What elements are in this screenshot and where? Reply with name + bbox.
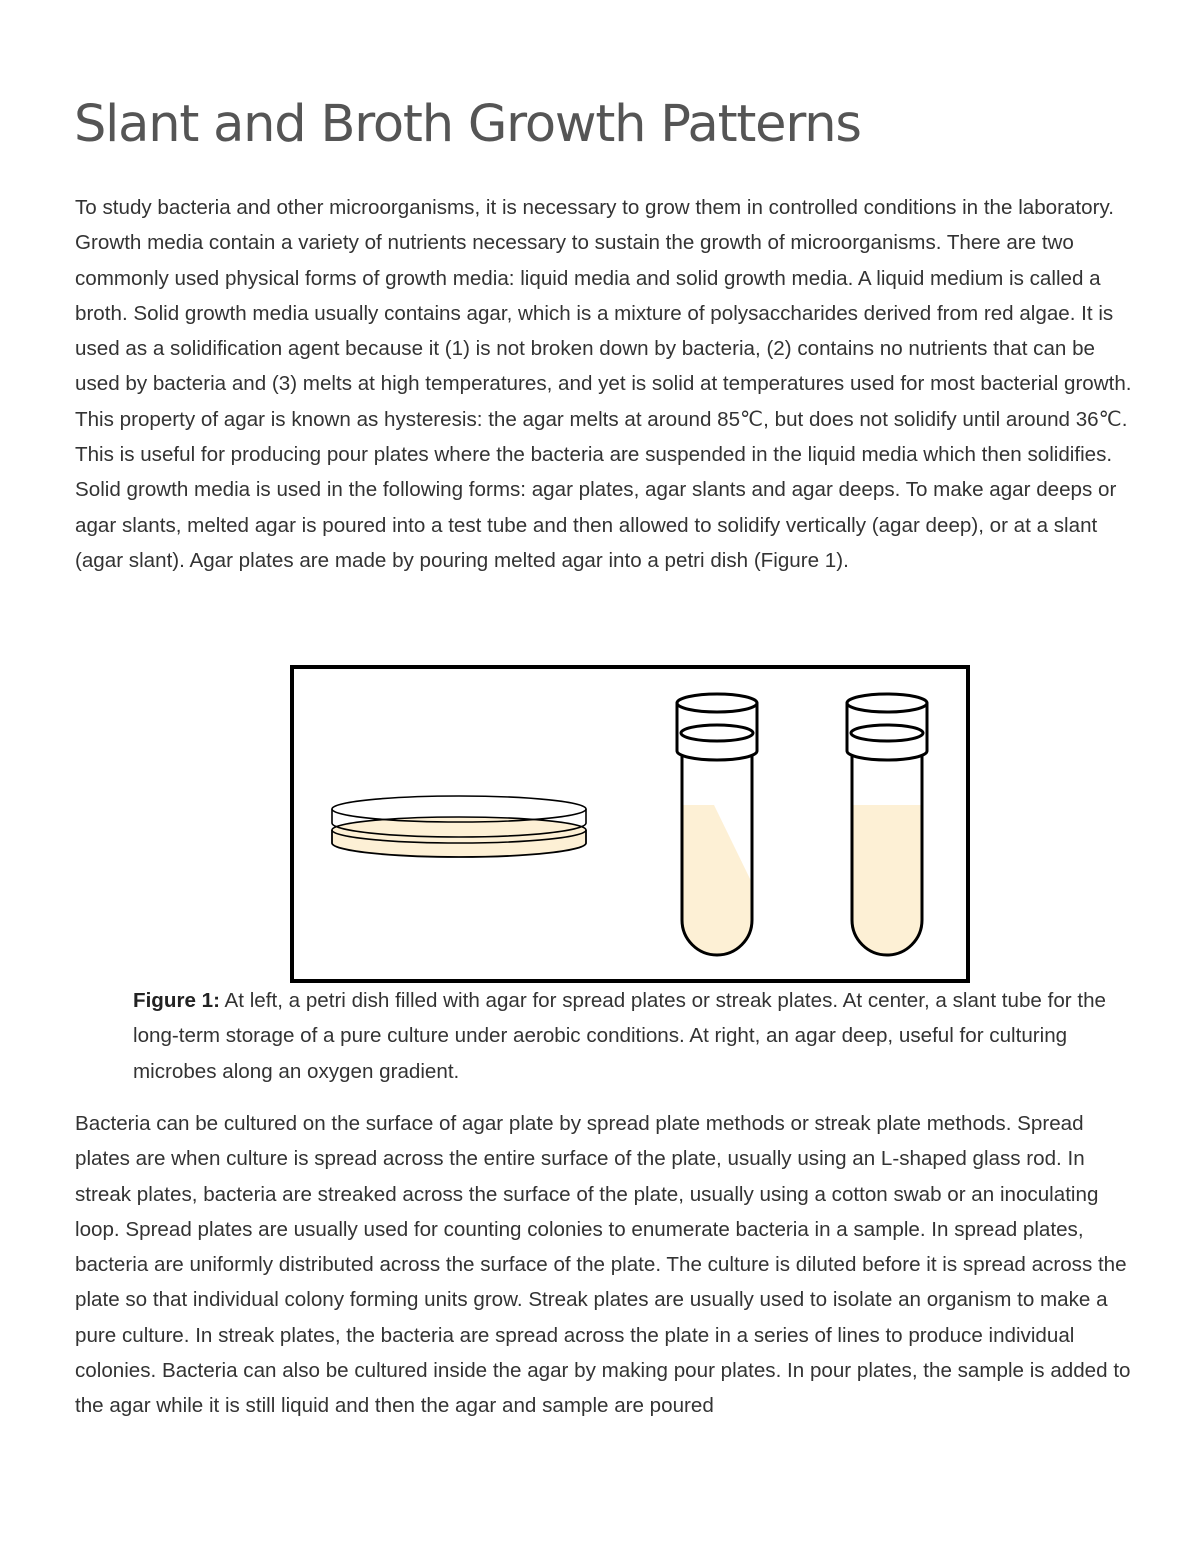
figure-caption-text: At left, a petri dish filled with agar for spread plates or streak plates. At center, a slant tube for the long-term storage of a pure culture under aerobic conditions. At right, an agar deep, useful for culturing microbes along an oxygen gradient.: [133, 989, 1106, 1083]
slant-tube-illustration: [677, 694, 757, 955]
agar-deep-illustration: [847, 694, 927, 955]
figure-1: [290, 665, 970, 983]
culture-methods-paragraph: Bacteria can be cultured on the surface of agar plate by spread plate methods or streak plate methods. Spread plates are when culture is spread across the entire surface of the plate, usually using an L-shaped glass rod. In streak plates, bacteria are streaked across the surface of the plate, usually using a cotton swab or an inoculating loop. Spread plates are usually used for counting colonies to enumerate bacteria in a sample. In spread plates, bacteria are uniformly distributed across the surface of the plate. The culture is diluted before it is spread across the plate so that individual colony forming units grow. Streak plates are usually used to isolate an organism to make a pure culture. In streak plates, the bacteria are spread across the plate in a series of lines to produce individual colonies. Bacteria can also be cultured inside the agar by making pour plates. In pour plates, the sample is added to the agar while it is still liquid and then the agar and sample are poured: [75, 1112, 1131, 1418]
figure-illustration: [290, 665, 970, 983]
figure-caption: [133, 983, 1133, 1089]
figure-caption-label: Figure 1:: [133, 989, 220, 1012]
page-title: Slant and Broth Growth Patterns: [74, 95, 861, 154]
intro-paragraph: To study bacteria and other microorganisms, it is necessary to grow them in controlled conditions in the laboratory. Growth media contain a variety of nutrients necessary to sustain the growth of microorganisms. There are two commonly used physical forms of growth media: liquid media and solid growth media. A liquid medium is called a broth. Solid growth media usually contains agar, which is a mixture of polysaccharides derived from red algae. It is used as a solidification agent because it (1) is not broken down by bacteria, (2) contains no nutrients that can be used by bacteria and (3) melts at high temperatures, and yet is solid at temperatures used for most bacterial growth. This property of agar is known as hysteresis: the agar melts at around 85℃, but does not solidify until around 36℃. This is useful for producing pour plates where the bacteria are suspended in the liquid media which then solidifies. Solid growth media is used in the following forms: agar plates, agar slants and agar deeps. To make agar deeps or agar slants, melted agar is poured into a test tube and then allowed to solidify vertically (agar deep), or at a slant (agar slant). Agar plates are made by pouring melted agar into a petri dish (Figure 1).: [75, 196, 1132, 572]
